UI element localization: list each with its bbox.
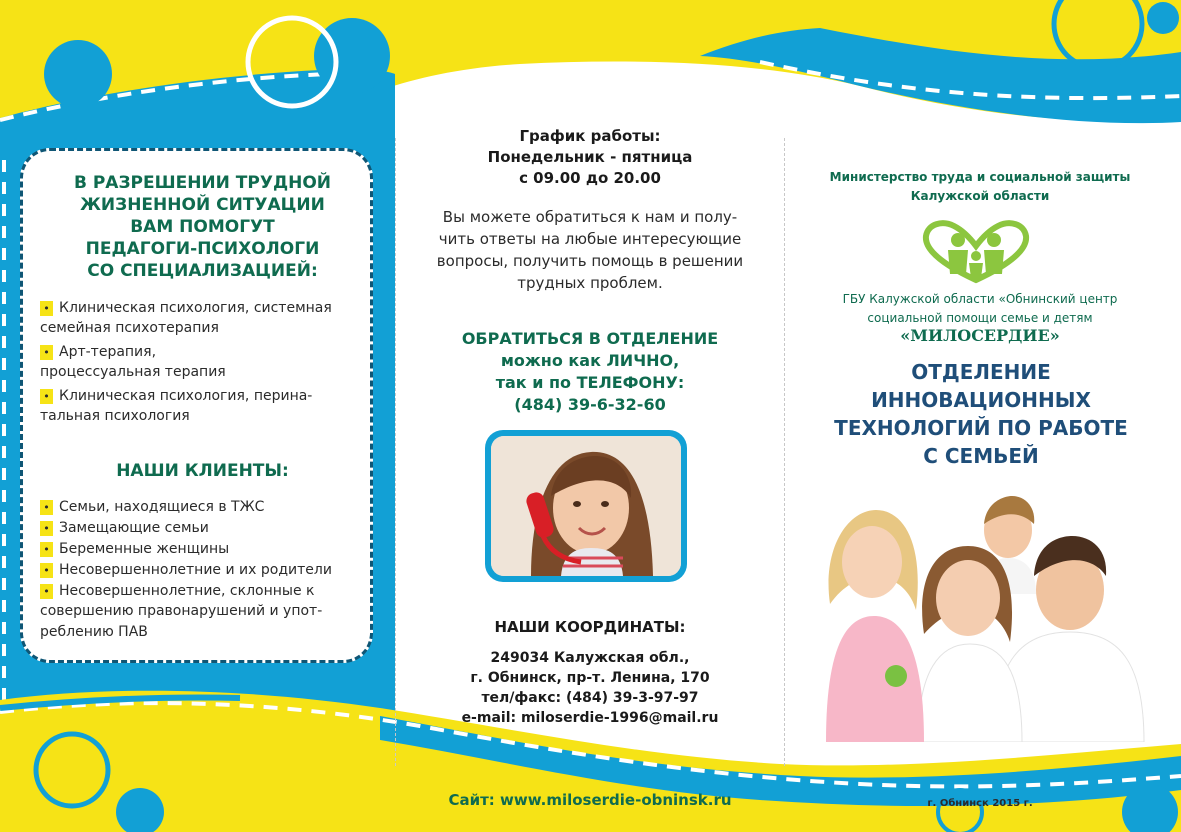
bullet-square-icon: • — [40, 345, 53, 360]
schedule-block: График работы: Понедельник - пятница с 09.00 до 20.00 — [487, 127, 693, 187]
bullet-square-icon: • — [40, 301, 53, 316]
bullet-square-icon: • — [40, 521, 53, 536]
org-brand: «МИЛОСЕРДИЕ» — [900, 326, 1060, 345]
panel-divider-right — [784, 138, 785, 766]
contact-block: ОБРАТИТЬСЯ В ОТДЕЛЕНИЕ можно как ЛИЧНО, так и по ТЕЛЕФОНУ: (484) 39-6-32-60 — [461, 329, 719, 414]
department-title: ОТДЕЛЕНИЕ ИННОВАЦИОННЫХ ТЕХНОЛОГИЙ ПО РАБОТЕ С СЕМЬЕЙ — [834, 360, 1128, 468]
clients-heading: НАШИ КЛИЕНТЫ: — [116, 461, 289, 481]
family-heart-logo-icon — [920, 218, 1032, 284]
address-block: 249034 Калужская обл., г. Обнинск, пр-т. Ленина, 170 тел/факс: (484) 39-3-97-97 e-mail: miloserdie-1996@mail.ru — [461, 650, 719, 726]
bullet-square-icon: • — [40, 542, 53, 557]
list-item: • Клиническая психология, перина- тальная психология — [40, 388, 313, 424]
girl-photo-frame — [485, 430, 687, 582]
footer-city-year: г. Обнинск 2015 г. — [927, 798, 1033, 809]
clients-list — [40, 497, 361, 642]
org-name: ГБУ Калужской области «Обнинский центр социальной помощи семье и детям — [842, 292, 1118, 325]
panel-divider-left — [395, 138, 396, 766]
bullet-square-icon: • — [40, 500, 53, 515]
bullet-square-icon: • — [40, 389, 53, 404]
list-item: • Семьи, находящиеся в ТЖС — [40, 497, 361, 517]
family-photo — [808, 484, 1153, 742]
list-item: • Арт-терапия, процессуальная терапия — [40, 344, 226, 380]
list-item: • Беременные женщины — [40, 539, 361, 559]
list-item: • Замещающие семьи — [40, 518, 361, 538]
list-item: • Несовершеннолетние и их родители — [40, 560, 361, 580]
site-link[interactable]: Сайт: www.miloserdie-obninsk.ru — [448, 791, 732, 809]
specializations-list — [40, 298, 361, 426]
girl-with-phone-photo — [491, 436, 681, 576]
left-heading: В РАЗРЕШЕНИИ ТРУДНОЙ ЖИЗНЕННОЙ СИТУАЦИИ ВАМ ПОМОГУТ ПЕДАГОГИ-ПСИХОЛОГИ СО СПЕЦИАЛИЗАЦИЕЙ: — [73, 173, 332, 281]
info-paragraph: Вы можете обратиться к нам и полу- чить ответы на любые интересующие вопросы, получить помощь в решении трудных проблем. — [436, 208, 744, 292]
list-item: • Несовершеннолетние, склонные к совершению правонарушений и упот- реблению ПАВ — [40, 583, 323, 640]
ministry-name: Министерство труда и социальной защиты Калужской области — [829, 170, 1131, 203]
bullet-square-icon: • — [40, 584, 53, 599]
coords-heading: НАШИ КООРДИНАТЫ: — [494, 618, 686, 636]
bullet-square-icon: • — [40, 563, 53, 578]
list-item: • Клиническая психология, системная семейная психотерапия — [40, 300, 332, 336]
